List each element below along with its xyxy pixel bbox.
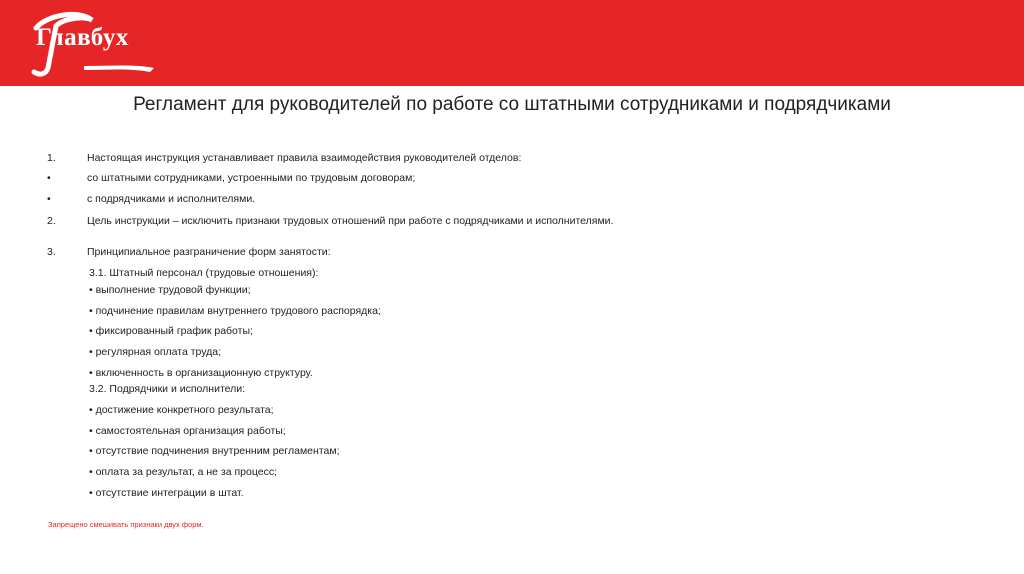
bullet-text: • достижение конкретного результата;	[89, 404, 274, 416]
list-marker: •	[47, 193, 51, 205]
bullet-text: • оплата за результат, а не за процесс;	[89, 466, 277, 478]
bullet-text: • включенность в организационную структуру.	[89, 367, 313, 379]
list-marker: 2.	[47, 215, 56, 227]
section-3-2-heading: 3.2. Подрядчики и исполнители:	[89, 383, 246, 395]
page-title: Регламент для руководителей по работе со штатными сотрудниками и подрядчиками	[133, 94, 891, 115]
footnote: Запрещено смешивать признаки двух форм.	[48, 520, 204, 529]
bullet-text: • регулярная оплата труда;	[89, 346, 222, 358]
bullet-text: • отсутствие подчинения внутренним регламентам;	[89, 445, 340, 457]
list-marker: •	[47, 172, 51, 184]
bullet-text: • самостоятельная организация работы;	[89, 425, 286, 437]
list-text: Настоящая инструкция устанавливает правила взаимодействия руководителей отделов:	[87, 152, 522, 164]
list-text: Цель инструкции – исключить признаки трудовых отношений при работе с подрядчиками и исполнителями.	[87, 215, 614, 227]
bullet-text: • фиксированный график работы;	[89, 325, 253, 337]
list-text: Принципиальное разграничение форм занятости:	[87, 246, 331, 258]
bullet-text: • отсутствие интеграции в штат.	[89, 487, 244, 499]
section-3-1-heading: 3.1. Штатный персонал (трудовые отношения):	[89, 267, 319, 279]
list-text: со штатными сотрудниками, устроенными по трудовым договорам;	[87, 172, 416, 184]
list-marker: 3.	[47, 246, 56, 258]
list-text: с подрядчиками и исполнителями.	[87, 193, 256, 205]
bullet-text: • выполнение трудовой функции;	[89, 284, 251, 296]
bullet-text: • подчинение правилам внутреннего трудового распорядка;	[89, 305, 381, 317]
brand-name: Главбух	[36, 24, 129, 51]
list-marker: 1.	[47, 152, 56, 164]
